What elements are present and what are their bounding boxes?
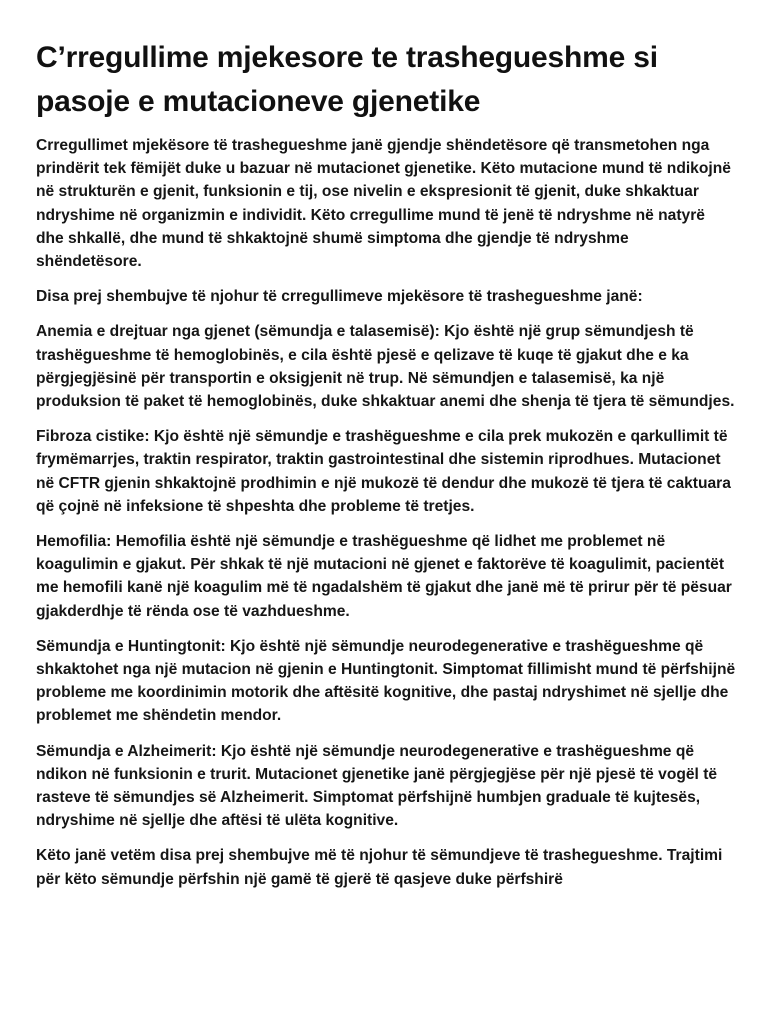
cystic-fibrosis-paragraph: Fibroza cistike: Kjo është një sëmundje e trashëgueshme e cila prek mukozën e qarkullimit të frymëmarrjes, traktin respirator, traktin gastrointestinal dhe sistemin riprodhues. Mutacionet në CFTR gjenin shkaktojnë prodhimin e një mukozë të dendur dhe mukozë të tjera të caktuara që çojnë në infeksione të shpeshta dhe probleme të tretjes.	[36, 428, 731, 515]
article-title: C’rregullime mjekesore te trashegueshme si pasoje e mutacioneve gjenetike	[36, 41, 658, 118]
huntington-paragraph: Sëmundja e Huntingtonit: Kjo është një sëmundje neurodegenerative e trashëgueshme që shkaktohet nga një mutacion në gjenin e Huntingtonit. Simptomat fillimisht mund të përfshijnë probleme me koordinimin motorik dhe aftësitë kognitive, dhe pastaj ndryshimet në sjellje dhe problemet me shëndetin mendor.	[36, 637, 736, 725]
hemophilia-paragraph: Hemofilia: Hemofilia është një sëmundje e trashëgueshme që lidhet me problemet në koagulimin e gjakut. Për shkak të një mutacioni në gjenet e faktorëve të koagulimit, pacientët me hemofili kanë një koagulim më të ngadalshëm të gjakut dhe janë më të prirur për të pësuar gjakderdhje të rënda ose të vazhdueshme.	[36, 533, 732, 620]
alzheimer-paragraph: Sëmundja e Alzheimerit: Kjo është një sëmundje neurodegenerative e trashëgueshme që ndikon në funksionin e trurit. Mutacionet gjenetike janë përgjegjëse për një pjesë të vogël të rasteve të sëmundjes së Alzheimerit. Simptomat përfshijnë humbjen graduale të kujtesës, ndryshime në sjellje dhe aftësi të ulëta kognitive.	[36, 742, 718, 830]
closing-paragraph: Këto janë vetëm disa prej shembujve më të njohur të sëmundjeve të trashegueshme. Trajtimi për këto sëmundje përfshin një gamë të gjerë të qasjeve duke përfshirë	[36, 847, 723, 888]
examples-lead-paragraph: Disa prej shembujve të njohur të crregullimeve mjekësore të trashegueshme janë:	[36, 288, 643, 306]
intro-paragraph: Crregullimet mjekësore të trashegueshme janë gjendje shëndetësore që transmetohen nga prindërit tek fëmijët duke u bazuar në mutacionet gjenetike. Këto mutacione mund të ndikojnë në strukturën e gjenit, funksionin e tij, ose nivelin e ekspresionit të gjenit, duke shkaktuar ndryshime në organizmin e individit. Këto crregullime mund të jenë të ndryshme në natyrë dhe shkallë, dhe mund të shkaktojnë shumë simptoma dhe gjendje të ndryshme shëndetësore.	[36, 137, 731, 271]
thalassemia-paragraph: Anemia e drejtuar nga gjenet (sëmundja e talasemisë): Kjo është një grup sëmundjesh të trashëgueshme të hemoglobinës, e cila është pjesë e qelizave të kuqe të gjakut dhe e ka përgjegjësinë për transportin e oksigjenit në trup. Në sëmundjen e talasemisë, ka një produksion të paket të hemoglobinës, duke shkaktuar anemi dhe shenja të tjera të sëmundjes.	[36, 323, 735, 411]
article	[36, 36, 736, 903]
